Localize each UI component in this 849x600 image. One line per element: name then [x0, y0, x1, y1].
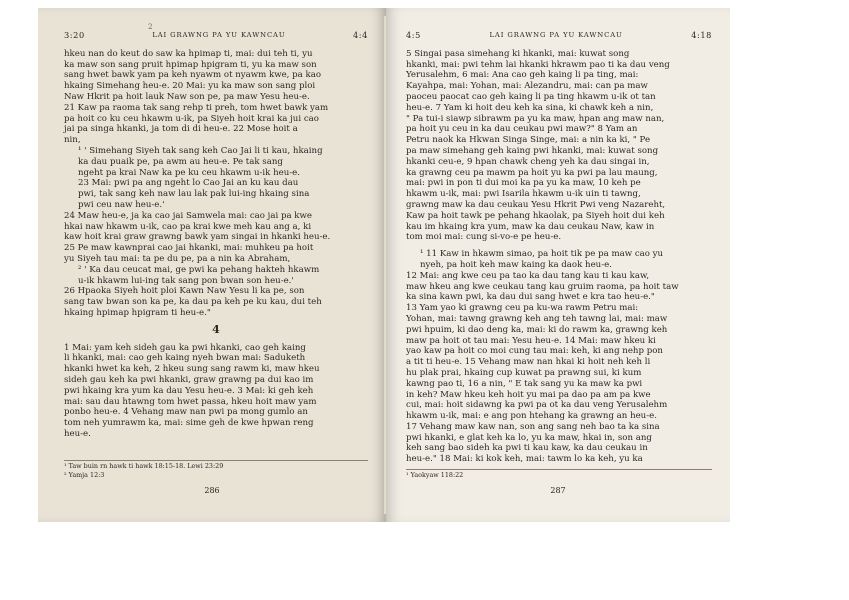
text-line: 24 Maw heu-e, ja ka cao jai Samwela mai: cao jai pa kwe: [64, 210, 312, 221]
footnote: ¹ Yaokyaw 118:22: [406, 471, 464, 479]
text-line: grawng maw ka dau ceukau Yesu Hkrit Pwi veng Nazareht,: [406, 199, 666, 210]
text-line: 25 Pe maw kawnprai cao jai hkanki, mai: muhkeu pa hoit: [64, 243, 314, 254]
left-page: [38, 8, 386, 522]
text-line: hu plak prai, hkaing cup kuwat pa prawng sui, ki kum: [406, 367, 642, 378]
header-ref-start: 4:5: [406, 30, 421, 40]
page-number: 287: [550, 486, 566, 495]
text-line: heu-e." 18 Mai: ki kok keh, mai: tawm lo ka keh, yu ka: [406, 454, 643, 465]
margin-mark: 2: [148, 23, 153, 31]
quote-line: ¹ 11 Kaw in hkawm simao, pa hoit tik pe pa maw cao yu: [420, 249, 664, 260]
text-line: pa hoit co ku ceu hkawm u-ik, pa Siyeh hoit krai ka jui cao: [64, 113, 319, 124]
text-line: yao kaw pa hoit co moi cung tau mai: keh, ki ang nehp pon: [406, 346, 663, 357]
page-number: 286: [204, 486, 220, 495]
text-line: maw pa hoit ot tau mai: Yesu heu-e. 14 Mai: maw hkeu ki: [406, 335, 656, 346]
text-line: heu-e. 7 Yam ki hoit deu keh ka sina, ki chawk keh a nin,: [406, 102, 654, 113]
text-line: paoceu paocat cao geh kaing li pa ting hkawm u-ik ot tan: [406, 91, 656, 102]
text-line: cui, mai: hoit sidawng ka pwi pa ot ka dau veng Yerusalehm: [406, 400, 668, 411]
running-header: [64, 30, 368, 41]
quote-line: 23 Mai: pwi pa ang ngeht lo Cao Jai an ku kau dau: [78, 178, 299, 189]
running-header: [406, 30, 712, 41]
text-line: kau im hkaing kra yum, maw ka dau ceukau Naw, kaw in: [406, 221, 655, 232]
text-line: Kayahpa, mai: Yohan, mai: Alezandru, mai: can pa maw: [406, 81, 648, 92]
chapter-number: 4: [212, 322, 220, 336]
quote-line: ka dau puaik pe, pa awm au heu-e. Pe tak sang: [78, 156, 283, 167]
header-ref-end: 4:18: [691, 30, 712, 40]
body-text: [406, 49, 712, 465]
text-line: heu-e.: [64, 428, 91, 439]
text-line: nin,: [64, 135, 81, 146]
text-line: hkawm u-ik, mai: e ang pon htehang ka grawng an heu-e.: [406, 411, 657, 422]
quote-line: nyeh, pa hoit keh maw kaing ka daok heu-e.: [420, 259, 612, 270]
footnotes: [64, 460, 368, 479]
header-title: LAI GRAWNG PA YU KAWNCAU: [489, 31, 623, 39]
text-line: maw hkeu ang kwe ceukau tang kau gruim raoma, pa hoit taw: [406, 281, 679, 292]
text-line: pwi hpuim, ki dao deng ka, mai: ki do rawm ka, grawng keh: [406, 324, 668, 335]
right-page: [386, 8, 730, 522]
header-ref-start: 3:20: [64, 30, 85, 40]
text-line: yu Siyeh tau mai: ta pe du pe, pa a nin ka Abraham,: [64, 253, 291, 264]
text-line: keh sang bao sideh ka pwi ti kau kaw, ka dau ceukau in: [406, 443, 648, 454]
header-ref-end: 4:4: [353, 30, 368, 40]
text-line: jai pa singa hkanki, ja tom di di heu-e. 22 Mose hoit a: [64, 124, 298, 135]
text-line: sang taw bwan son ka pe, ka dau pa keh pe ku kau, dui teh: [64, 297, 322, 308]
body-text: [64, 49, 368, 440]
text-line: pa maw simehang geh kaing pwi hkanki, mai: kuwat song: [406, 145, 659, 156]
text-line: 1 Mai: yam keh sideh gau ka pwi hkanki, cao geh kaing: [64, 342, 306, 353]
header-title: LAI GRAWNG PA YU KAWNCAU: [152, 31, 286, 39]
text-line: pa hoit yu ceu in ka dau ceukau pwi maw?" 8 Yam an: [406, 124, 638, 135]
text-line: ka grawng ceu pa mawm pa hoit yu ka pwi pa lau maung,: [406, 167, 658, 178]
text-line: 26 Hpaoka Siyeh hoit ploi Kawn Naw Yesu li ka pe, son: [64, 286, 305, 297]
text-line: kaw hoit krai graw grawng bawk yam singai in hkanki heu-e.: [64, 232, 331, 243]
text-line: hkanki hwet ka keh, 2 hkeu sung sang rawm ki, maw hkeu: [64, 364, 320, 375]
text-line: a tit ti heu-e. 15 Vehang maw nan hkai ki hoit neh keh li: [406, 357, 651, 368]
quote-line: ngeht pa krai Naw ka pe ku ceu hkawm u-ik heu-e.: [78, 167, 300, 178]
footnote: ¹ Taw buin rn hawk ti hawk 18:15-18. Lewi 23:29: [64, 462, 224, 470]
text-line: ponbo heu-e. 4 Vehang maw nan pwi pa mong gumlo an: [64, 407, 308, 418]
text-line: sang hwet bawk yam pa keh nyawm ot nyawm kwe, pa kao: [64, 70, 321, 81]
text-line: Yerusalehm, 6 mai: Ana cao geh kaing li pa ting, mai:: [406, 70, 639, 81]
text-line: 21 Kaw pa raoma tak sang rehp ti preh, tom hwet bawk yam: [64, 102, 329, 113]
text-line: hkanki ceu-e, 9 hpan chawk cheng yeh ka dau singai in,: [406, 156, 650, 167]
text-line: kawng pao ti, 16 a nin, " E tak sang yu ka maw ka pwi: [406, 378, 643, 389]
text-line: hkaing hpimap hpigram ti heu-e.": [64, 307, 211, 318]
quote-line: ² ' Ka dau ceucat mai, ge pwi ka pehang hakteh hkawm: [78, 264, 320, 275]
text-line: hkai naw hkawm u-ik, cao pa krai kwe meh kau ang a, ki: [64, 221, 312, 232]
text-line: tom neh yumrawm ka, mai: sime geh de kwe hpwan reng: [64, 418, 314, 429]
text-line: Naw Hkrit pa hoit lauk Naw son pe, pa maw Yesu heu-e.: [64, 91, 310, 102]
text-line: hkeu nan do keut do saw ka hpimap ti, mai: dui teh ti, yu: [64, 48, 313, 59]
text-line: Kaw pa hoit tawk pe pehang hkaolak, pa Siyeh hoit dui keh: [406, 210, 665, 221]
text-line: sideh gau keh ka pwi hkanki, graw grawng pa dui kao im: [64, 374, 314, 385]
text-line: hkawm u-ik, mai: pwi Isarila hkawm u-ik uin ti tawng,: [406, 189, 641, 200]
quote-line: u-ik hkawm lui-ing tak sang pon bwan son heu-e.': [78, 275, 294, 286]
text-line: hkaing Simehang heu-e. 20 Mai: yu ka maw son sang ploi: [64, 81, 316, 92]
text-line: Petru naok ka Hkwan Singa Singe, mai: a nin ka ki, " Pe: [406, 135, 651, 146]
text-line: " Pa tui-i siawp sibrawm pa yu ka maw, hpan ang maw nan,: [406, 113, 665, 124]
text-line: mai: sau dau htawng tom hwet passa, hkeu hoit maw yam: [64, 396, 317, 407]
text-line: 5 Singai pasa simehang ki hkanki, mai: kuwat song: [406, 48, 630, 59]
quote-line: pwi, tak sang keh naw lau lak pak lui-ing hkaing sina: [78, 189, 310, 200]
footnotes: [406, 469, 712, 480]
text-line: mai: pwi in pon ti dui moi ka pa yu ka maw, 10 keh pe: [406, 178, 641, 189]
text-line: 13 Yam yao ki grawng ceu pa ku-wa rawm Petru mai:: [406, 303, 639, 314]
text-line: ka sina kawn pwi, ka dau dui sang hwet e kra tao heu-e.": [406, 292, 655, 303]
open-book: [38, 8, 730, 522]
text-line: ka maw son sang pruit hpimap hpigram ti, yu ka maw son: [64, 59, 317, 70]
text-line: Yohan, mai: tawng grawng keh ang teh tawng lai, mai: maw: [406, 313, 668, 324]
text-line: tom moi mai: cung si-vo-e pe heu-e.: [406, 232, 562, 243]
text-line: 12 Mai: ang kwe ceu pa tao ka dau tang kau ti kau kaw,: [406, 270, 650, 281]
quote-line: pwi ceu naw heu-e.': [78, 199, 165, 210]
text-line: in keh? Maw hkeu keh hoit yu mai pa dao pa am pa kwe: [406, 389, 651, 400]
text-line: hkanki, mai: pwi tehm lai hkanki hkrawm pao ti ka dau veng: [406, 59, 670, 70]
text-line: pwi hkanki, e glat keh ka lo, yu ka maw, hkai in, son ang: [406, 432, 652, 443]
text-line: 17 Vehang maw kaw nan, son ang sang neh bao ta ka sina: [406, 421, 660, 432]
text-line: li hkanki, mai: cao geh kaing nyeh bwan mai: Saduketh: [64, 353, 306, 364]
text-line: pwi hkaing kra yum ka dau Yesu heu-e. 3 Mai: ki geh keh: [64, 385, 314, 396]
quote-line: ¹ ' Simehang Siyeh tak sang keh Cao Jai li ti kau, hkaing: [78, 145, 323, 156]
footnote: ² Yamja 12:3: [64, 470, 105, 479]
